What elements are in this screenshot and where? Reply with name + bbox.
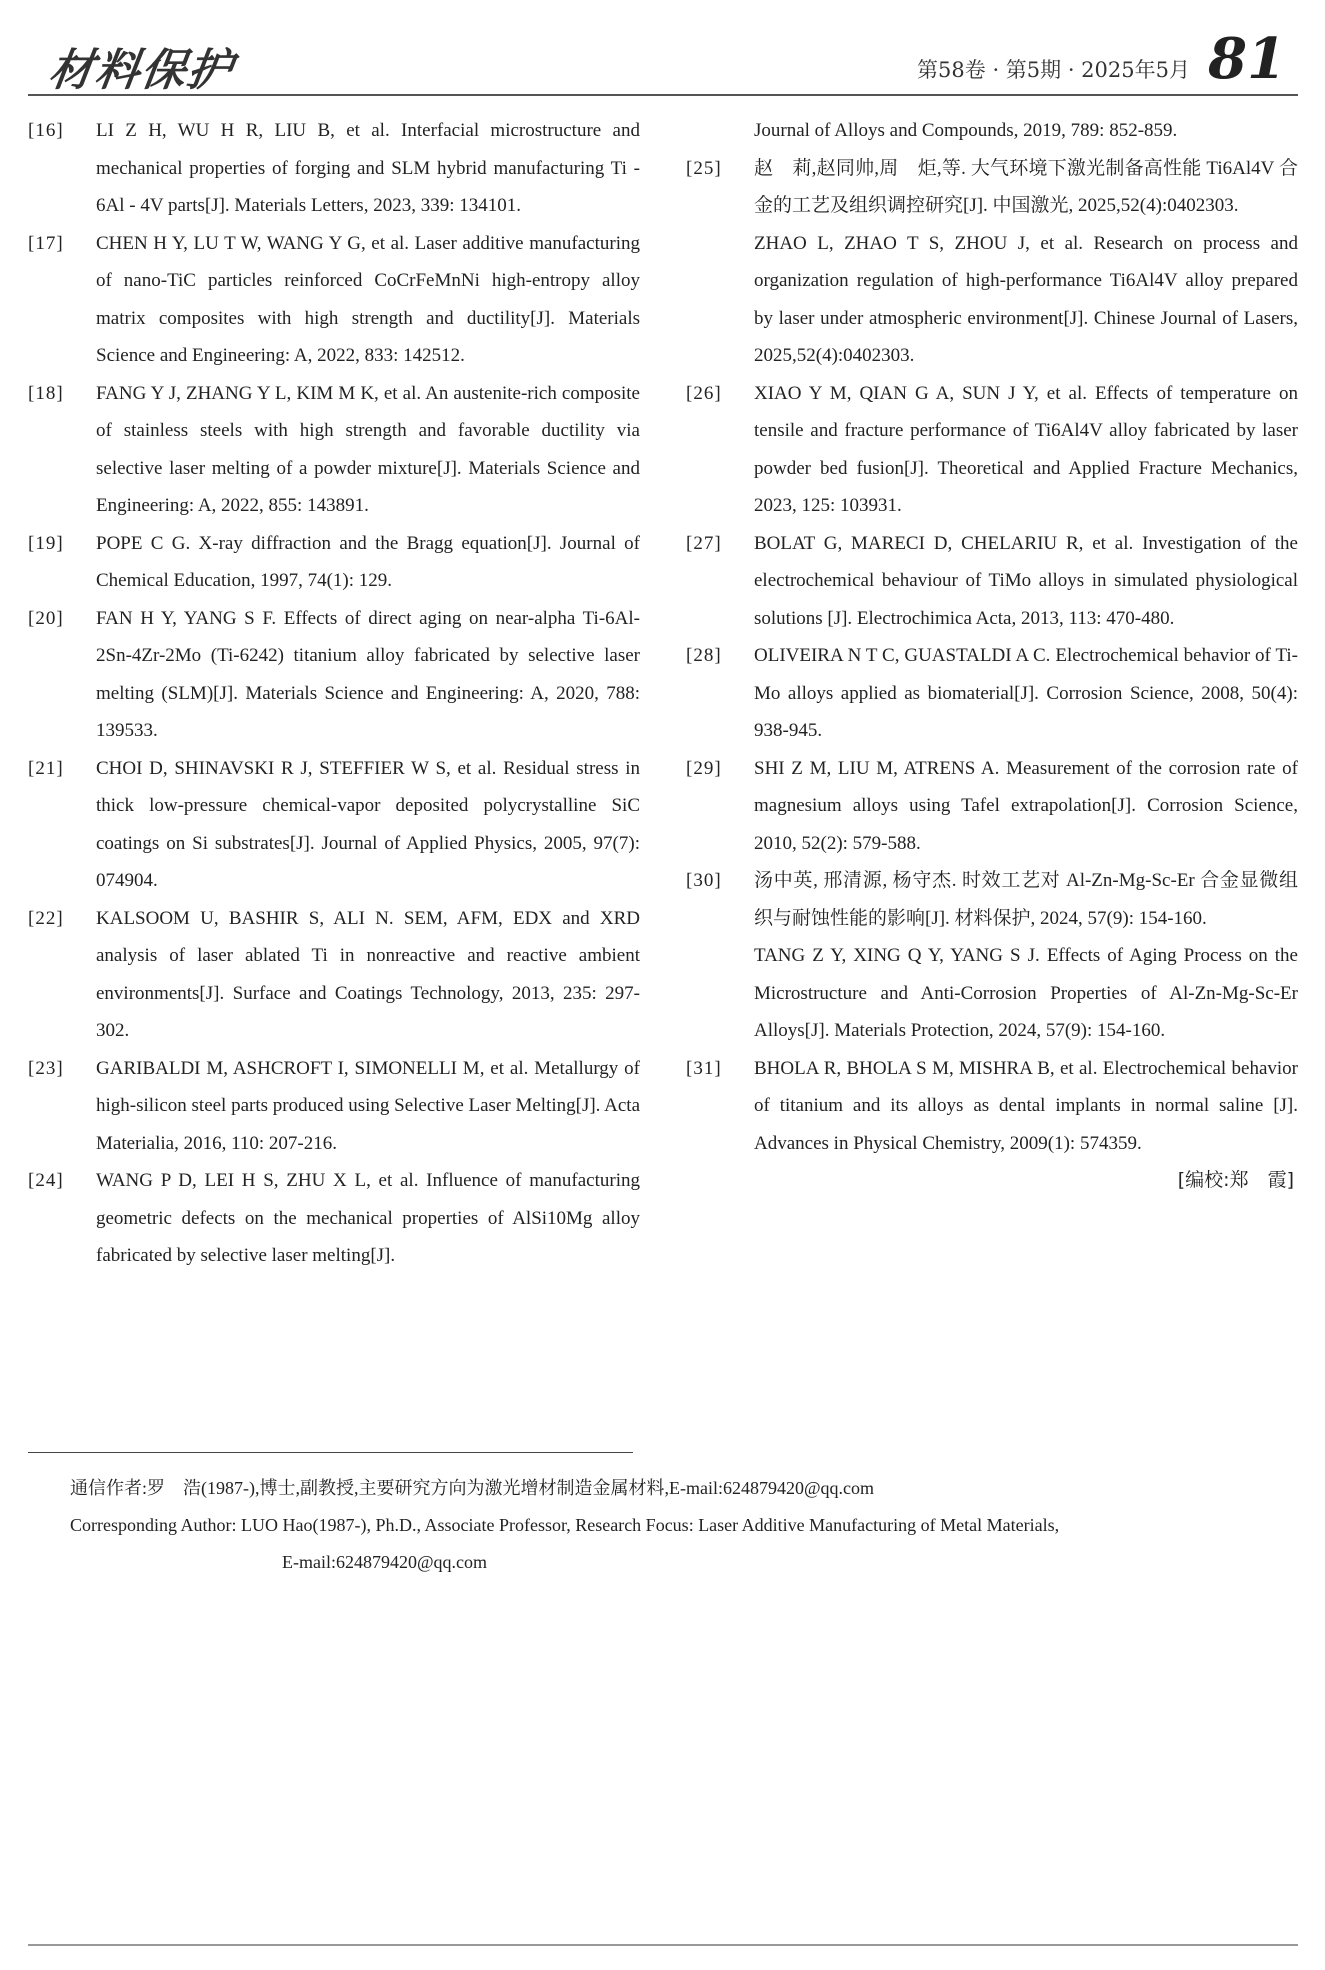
reference-text: OLIVEIRA N T C, GUASTALDI A C. Electrochemical behavior of Ti-Mo alloys applied as biomaterial[J]. Corrosion Science, 2008, 50(4): 938-945.: [754, 645, 1298, 741]
reference-number: [23]: [28, 1057, 64, 1079]
reference-number: [25]: [686, 157, 722, 179]
reference-item: [28, 1050, 640, 1163]
reference-number: [30]: [686, 870, 722, 891]
header-rule: [28, 94, 1298, 96]
reference-text: POPE C G. X-ray diffraction and the Bragg equation[J]. Journal of Chemical Education, 1997, 74(1): 129.: [96, 532, 640, 591]
reference-number: [22]: [28, 907, 64, 929]
bottom-rule: [28, 1944, 1298, 1946]
reference-number: [24]: [28, 1170, 64, 1191]
reference-text: CHEN H Y, LU T W, WANG Y G, et al. Laser additive manufacturing of nano-TiC particles reinforced CoCrFeMnNi high-entropy alloy matrix composites with high strength and ductility[J]. Materials Science and Engineering: A, 2022, 833: 142512.: [96, 232, 640, 366]
reference-text: XIAO Y M, QIAN G A, SUN J Y, et al. Effects of temperature on tensile and fracture performance of Ti6Al4V alloy fabricated by laser powder bed fusion[J]. Theoretical and Applied Fracture Mechanics, 2023, 125: 103931.: [754, 382, 1298, 516]
reference-item: [686, 862, 1298, 937]
reference-item: [28, 600, 640, 750]
footnote-rule: [28, 1452, 633, 1453]
reference-text: LI Z H, WU H R, LIU B, et al. Interfacial microstructure and mechanical properties of forging and SLM hybrid manufacturing Ti - 6Al - 4V parts[J]. Materials Letters, 2023, 339: 134101.: [96, 120, 640, 216]
reference-item: [28, 112, 640, 225]
reference-item: [686, 750, 1298, 863]
reference-text: CHOI D, SHINAVSKI R J, STEFFIER W S, et al. Residual stress in thick low-pressure chemical-vapor deposited polycrystalline SiC coatings on Si substrates[J]. Journal of Applied Physics, 2005, 97(7): 074904.: [96, 757, 640, 891]
page-header: [28, 26, 1298, 96]
footnote-email: E-mail:624879420@qq.com: [282, 1552, 488, 1572]
reference-item: [28, 900, 640, 1050]
reference-number: [27]: [686, 532, 722, 554]
reference-number: [21]: [28, 757, 64, 779]
reference-column-right: [686, 112, 1298, 1200]
corresponding-author-footnote: [70, 1470, 1298, 1581]
footnote-english: Corresponding Author: LUO Hao(1987-), Ph.D., Associate Professor, Research Focus: Laser Additive Manufacturing of Metal Materials,: [70, 1515, 1060, 1535]
footnote-chinese: 通信作者:罗 浩(1987-),博士,副教授,主要研究方向为激光增材制造金属材料,E-mail:624879420@qq.com: [70, 1478, 875, 1498]
reference-item: [28, 750, 640, 900]
reference-text: BHOLA R, BHOLA S M, MISHRA B, et al. Electrochemical behavior of titanium and its alloys as dental implants in normal saline [J]. Advances in Physical Chemistry, 2009(1): 574359.: [754, 1057, 1298, 1154]
reference-text: 汤中英, 邢清源, 杨守杰. 时效工艺对 Al-Zn-Mg-Sc-Er 合金显微组织与耐蚀性能的影响[J]. 材料保护, 2024, 57(9): 154-160.: [754, 870, 1298, 929]
reference-english-translation: TANG Z Y, XING Q Y, YANG S J. Effects of Aging Process on the Microstructure and Anti-Corrosion Properties of Al-Zn-Mg-Sc-Er Alloys[J]. Materials Protection, 2024, 57(9): 154-160.: [754, 945, 1298, 1041]
reference-number: [19]: [28, 532, 64, 554]
issue-info: 第58卷 · 第5期 · 2025年5月: [917, 58, 1190, 82]
reference-number: [17]: [28, 232, 64, 254]
reference-item: [28, 225, 640, 375]
reference-english-translation: ZHAO L, ZHAO T S, ZHOU J, et al. Research on process and organization regulation of high-performance Ti6Al4V alloy prepared by laser under atmospheric environment[J]. Chinese Journal of Lasers, 2025,52(4):0402303.: [754, 232, 1298, 366]
reference-item: [686, 525, 1298, 638]
reference-item: [28, 375, 640, 525]
reference-number: [29]: [686, 757, 722, 779]
reference-text: 赵 莉,赵同帅,周 炬,等. 大气环境下激光制备高性能 Ti6Al4V 合金的工艺及组织调控研究[J]. 中国激光, 2025,52(4):0402303.: [754, 157, 1298, 216]
reference-number: [16]: [28, 120, 64, 141]
reference-text: FAN H Y, YANG S F. Effects of direct aging on near-alpha Ti-6Al-2Sn-4Zr-2Mo (Ti-6242) titanium alloy fabricated by selective laser melting (SLM)[J]. Materials Science and Engineering: A, 2020, 788: 139533.: [96, 607, 640, 741]
reference-item: [686, 150, 1298, 225]
reference-number: [31]: [686, 1057, 722, 1079]
reference-item: [686, 637, 1298, 750]
reference-text: SHI Z M, LIU M, ATRENS A. Measurement of the corrosion rate of magnesium alloys using Tafel extrapolation[J]. Corrosion Science, 2010, 52(2): 579-588.: [754, 757, 1298, 854]
reference-item: [28, 525, 640, 600]
reference-text: WANG P D, LEI H S, ZHU X L, et al. Influence of manufacturing geometric defects on the mechanical properties of AlSi10Mg alloy fabricated by selective laser melting[J].: [96, 1170, 640, 1266]
reference-number: [20]: [28, 607, 64, 629]
page-number: 81: [1208, 26, 1286, 92]
reference-item: [28, 1162, 640, 1275]
reference-number: [18]: [28, 382, 64, 404]
reference-continuation: Journal of Alloys and Compounds, 2019, 789: 852-859.: [754, 120, 1178, 141]
reference-item: [686, 1050, 1298, 1163]
reference-text: GARIBALDI M, ASHCROFT I, SIMONELLI M, et al. Metallurgy of high-silicon steel parts produced using Selective Laser Melting[J]. Acta Materialia, 2016, 110: 207-216.: [96, 1057, 640, 1154]
reference-text: FANG Y J, ZHANG Y L, KIM M K, et al. An austenite-rich composite of stainless steels with high strength and favorable ductility via selective laser melting of a powder mixture[J]. Materials Science and Engineering: A, 2022, 855: 143891.: [96, 382, 640, 516]
reference-column-left: [28, 112, 640, 1275]
reference-text: KALSOOM U, BASHIR S, ALI N. SEM, AFM, EDX and XRD analysis of laser ablated Ti in nonreactive and reactive ambient environments[J]. Surface and Coatings Technology, 2013, 235: 297-302.: [96, 907, 640, 1041]
reference-number: [26]: [686, 382, 722, 404]
reference-number: [28]: [686, 645, 722, 666]
reference-item: [686, 375, 1298, 525]
journal-logo: 材料保护: [45, 45, 237, 96]
reference-text: BOLAT G, MARECI D, CHELARIU R, et al. Investigation of the electrochemical behaviour of TiMo alloys in simulated physiological solutions [J]. Electrochimica Acta, 2013, 113: 470-480.: [754, 532, 1298, 629]
editor-note: [编校:郑 霞]: [1177, 1169, 1294, 1191]
